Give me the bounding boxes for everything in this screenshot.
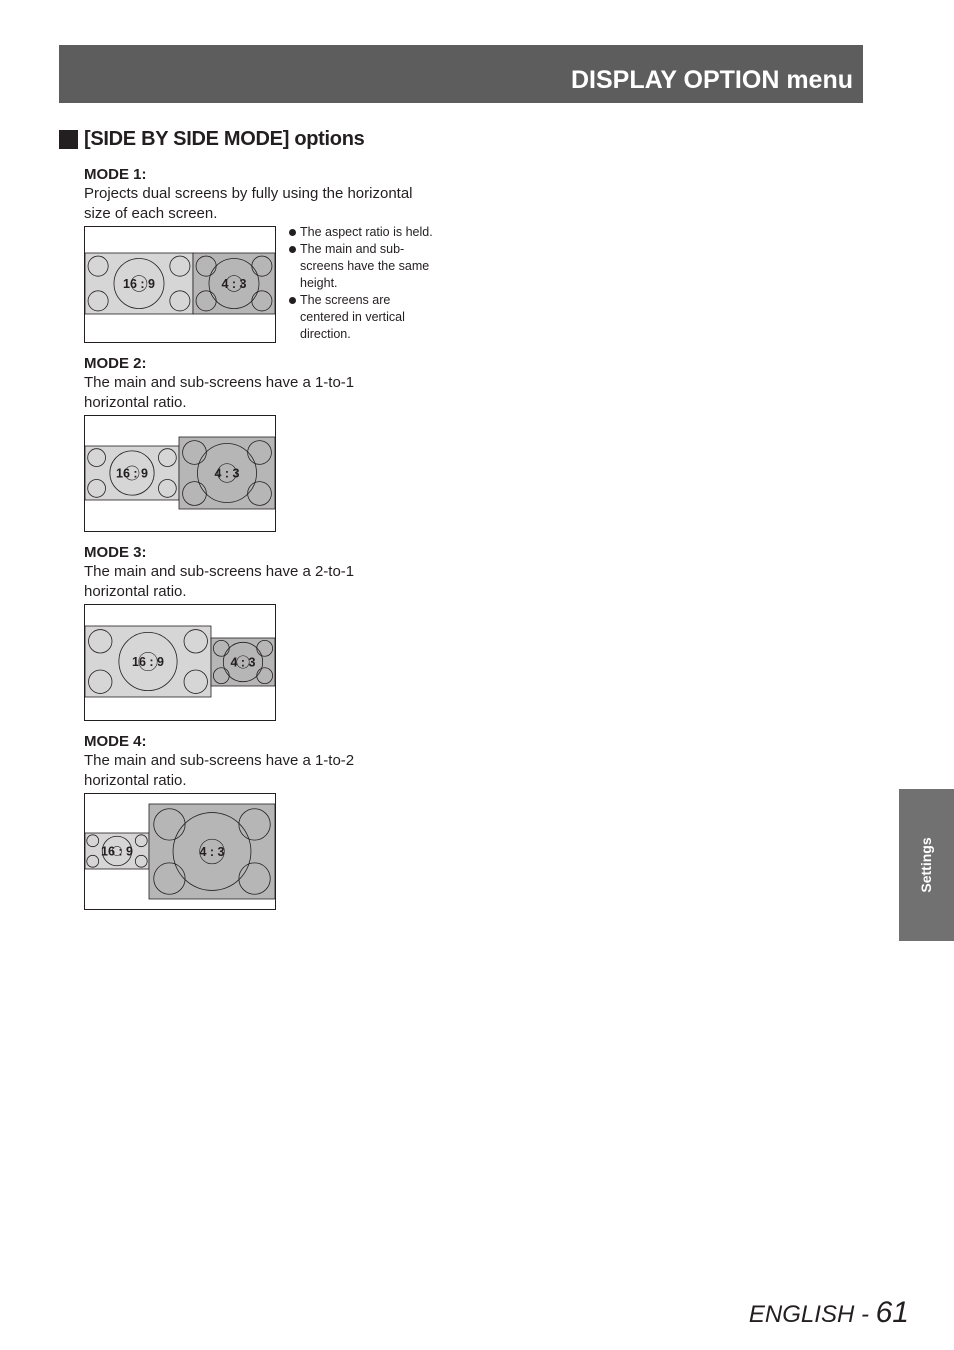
note-text: The main and sub- (300, 242, 405, 256)
main-screen (85, 833, 149, 869)
aspect-ratio-label: 4 : 3 (199, 845, 225, 859)
sub-screen (149, 804, 275, 899)
section-title: [SIDE BY SIDE MODE] options (84, 128, 365, 150)
bullet-dot-icon (289, 297, 296, 304)
bullet-dot-icon (289, 246, 296, 253)
bullet-dot-icon (289, 229, 296, 236)
mode-1-diagram (84, 226, 276, 343)
mode-2-desc-line-2: horizontal ratio. (84, 394, 187, 411)
mode-1-desc-line-1: Projects dual screens by fully using the horizontal (84, 185, 413, 202)
mode-4-desc-line-2: horizontal ratio. (84, 772, 187, 789)
aspect-ratio-label: 16 : 9 (132, 655, 164, 669)
page-title: DISPLAY OPTION menu (570, 66, 853, 94)
side-tab-label: Settings (918, 837, 934, 893)
aspect-ratio-label: 4 : 3 (214, 466, 240, 481)
mode-4-desc-line-1: The main and sub-screens have a 1-to-2 (84, 752, 355, 769)
sub-screen (193, 253, 275, 314)
note-text: The screens are (300, 293, 391, 307)
mode-3-label: MODE 3: (84, 544, 147, 561)
aspect-ratio-label: 4 : 3 (230, 655, 256, 670)
mode-4-diagram (84, 793, 276, 910)
settings-side-tab (899, 789, 954, 941)
aspect-ratio-label: 16 : 9 (116, 466, 148, 481)
mode-1-notes (289, 224, 459, 343)
mode-2-diagram (84, 415, 276, 532)
page-number: 61 (875, 1296, 909, 1329)
note-item (289, 292, 459, 343)
mode-2-desc-line-1: The main and sub-screens have a 1-to-1 (84, 374, 355, 391)
mode-3-desc-line-2: horizontal ratio. (84, 583, 187, 600)
note-text: height. (300, 276, 338, 290)
header-bar (59, 45, 863, 103)
note-text: centered in vertical (300, 310, 405, 324)
sub-screen (179, 437, 275, 509)
aspect-ratio-label: 4 : 3 (221, 277, 247, 291)
main-screen (85, 446, 179, 500)
aspect-ratio-label: 16 : 9 (123, 277, 155, 291)
section-heading (59, 126, 364, 152)
note-text: screens have the same (300, 259, 430, 273)
mode-3-desc-line-1: The main and sub-screens have a 2-to-1 (84, 563, 355, 580)
note-text: direction. (300, 327, 351, 341)
mode-2-label: MODE 2: (84, 355, 147, 372)
mode-1-desc-line-2: size of each screen. (84, 205, 218, 222)
mode-1-label: MODE 1: (84, 166, 147, 183)
note-text: The aspect ratio is held. (300, 225, 433, 239)
note-item (289, 224, 459, 241)
mode-3-diagram (84, 604, 276, 721)
aspect-ratio-label: 16 : 9 (101, 844, 133, 859)
footer-language: ENGLISH - (748, 1301, 876, 1328)
main-screen (85, 253, 193, 314)
sub-screen (211, 638, 275, 686)
main-screen (85, 626, 211, 697)
note-item (289, 241, 459, 292)
square-bullet-icon (59, 130, 78, 149)
mode-4-label: MODE 4: (84, 733, 147, 750)
page-footer (749, 1296, 909, 1330)
